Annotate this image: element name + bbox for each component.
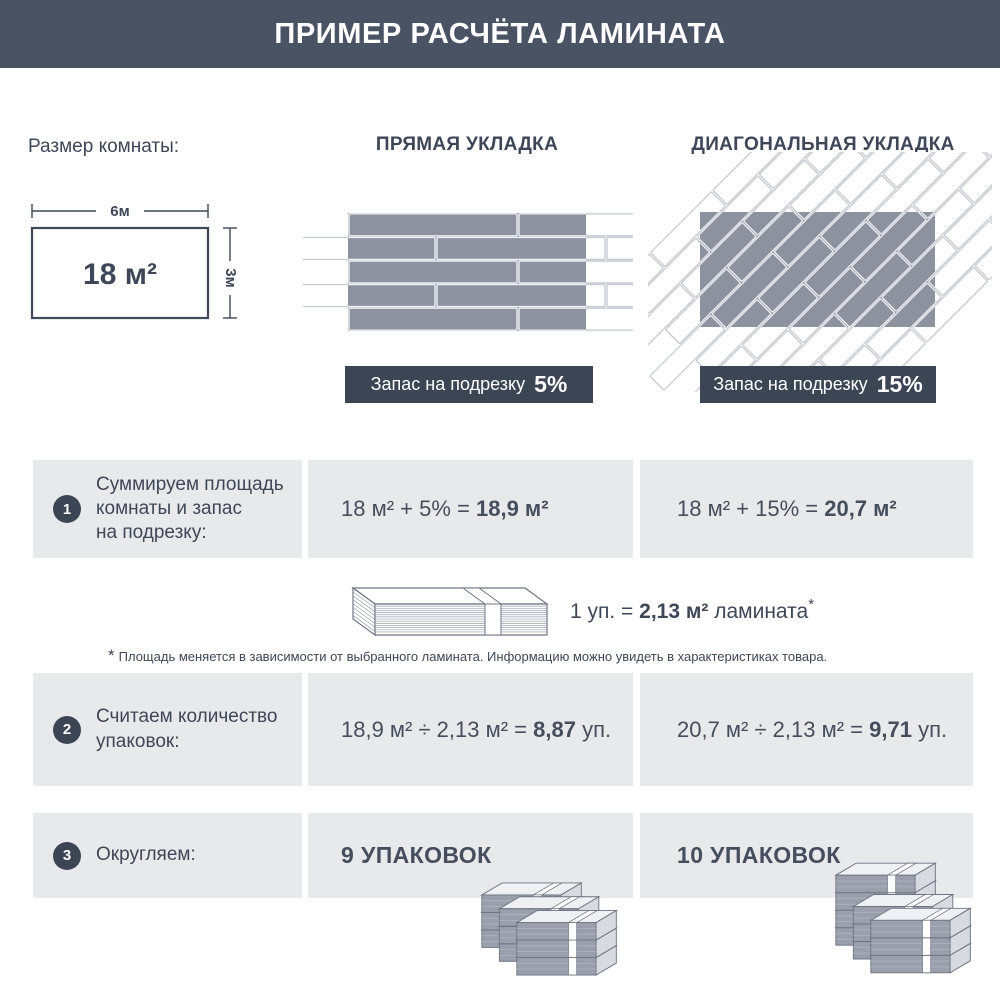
room-size-label: Размер комнаты: <box>28 136 180 157</box>
diagonal-laying-illustration <box>648 152 992 392</box>
step-3-label: Округляем: <box>96 844 196 866</box>
step-1-number-badge: 1 <box>53 495 81 523</box>
step-2-diagonal-formula: 20,7 м² ÷ 2,13 м² = 9,71 уп. <box>640 673 973 786</box>
step-1-straight-formula: 18 м² + 5% = 18,9 м² <box>308 460 633 558</box>
step-2-straight-formula: 18,9 м² ÷ 2,13 м² = 8,87 уп. <box>308 673 633 786</box>
step-2-number-badge: 2 <box>53 716 81 744</box>
room-width-label: 6м <box>110 203 130 220</box>
straight-trim-allowance-badge <box>345 366 593 403</box>
step-2-label: Считаем количество упаковок: <box>96 706 278 752</box>
straight-layout-title: ПРЯМАЯ УКЛАДКА <box>375 134 559 155</box>
packages-stack-9-icon <box>480 880 620 978</box>
step-1-diagonal-formula: 18 м² + 15% = 20,7 м² <box>640 460 973 558</box>
step-3-diagonal-result: 10 УПАКОВОК <box>640 813 973 898</box>
diagonal-layout-title: ДИАГОНАЛЬНАЯ УКЛАДКА <box>691 134 955 155</box>
room-depth-label: 3м <box>222 268 240 288</box>
packages-stack-10-icon <box>834 862 974 974</box>
badge-value: 15% <box>876 371 923 397</box>
badge-label: Запас на подрезку <box>713 374 868 394</box>
page-title: ПРИМЕР РАСЧЁТА ЛАМИНАТА <box>274 17 726 50</box>
footnote: * Площадь меняется в зависимости от выбранного ламината. Информацию можно увидеть в характеристиках товара. <box>108 646 828 665</box>
step-3-number-badge: 3 <box>53 842 81 870</box>
straight-laying-illustration <box>303 213 633 331</box>
room-diagram <box>30 200 240 322</box>
step-1-label-cell <box>33 460 302 558</box>
diagonal-trim-allowance-badge <box>700 366 936 403</box>
step-2-label-cell <box>33 673 302 786</box>
step-1-label: Суммируем площадь комнаты и запас на подрезку: <box>96 473 284 544</box>
laminate-pack-icon <box>345 583 555 638</box>
step-3-straight-result: 9 УПАКОВОК <box>308 813 633 898</box>
badge-value: 5% <box>534 371 568 397</box>
badge-label: Запас на подрезку <box>370 374 526 394</box>
header-bar <box>0 0 1000 68</box>
footnote-asterisk: * <box>808 596 815 613</box>
room-area-label: 18 м² <box>83 258 157 291</box>
footnote-asterisk: * <box>108 646 115 665</box>
step-3-label-cell <box>33 813 302 898</box>
pack-coverage-note: 1 уп. = 2,13 м² ламината* <box>570 596 815 623</box>
